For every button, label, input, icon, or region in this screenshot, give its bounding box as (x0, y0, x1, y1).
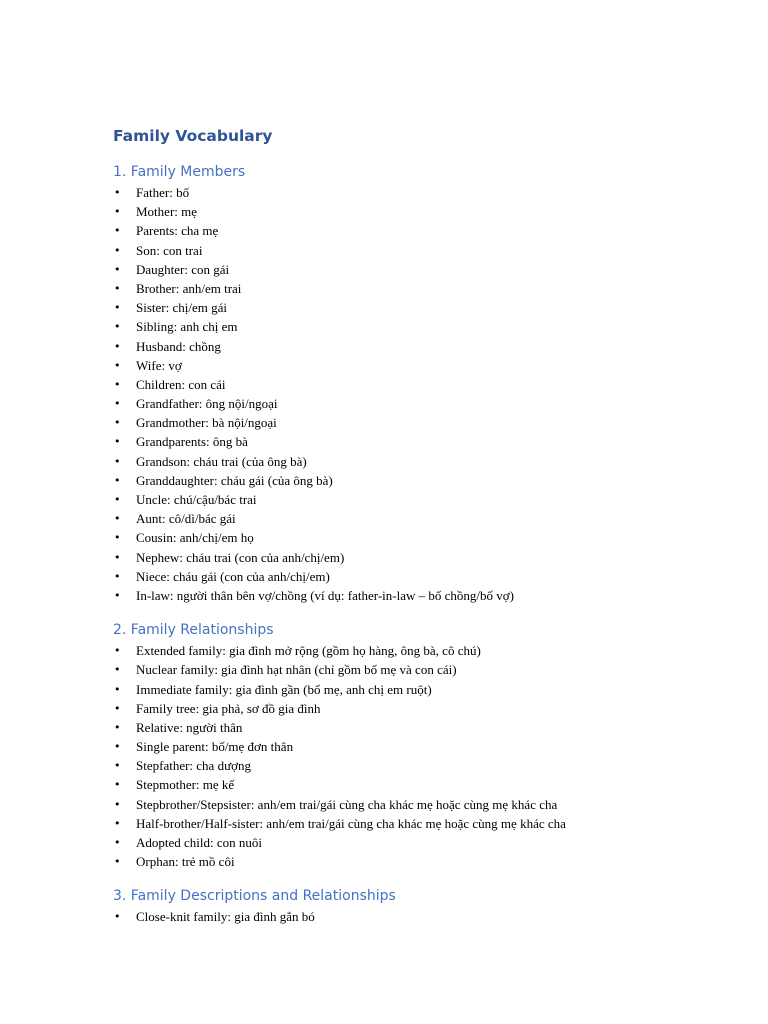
list-item (113, 260, 733, 279)
list-item (113, 795, 733, 814)
list-item (113, 279, 733, 298)
bullet-icon: • (114, 205, 121, 219)
list-item-text: Extended family: gia đình mở rộng (gồm họ hàng, ông bà, cô chú) (136, 643, 481, 659)
list-item-text: Sibling: anh chị em (136, 319, 238, 335)
list-item (113, 567, 733, 586)
list-item-text: Family tree: gia phả, sơ đồ gia đình (136, 700, 321, 716)
bullet-icon: • (114, 301, 121, 315)
bullet-icon: • (114, 186, 121, 199)
list-item (113, 375, 733, 394)
list-item-text: Nephew: cháu trai (con của anh/chị/em) (136, 549, 345, 565)
bullet-icon: • (114, 740, 121, 754)
list-item-text: Grandson: cháu trai (của ông bà) (136, 453, 307, 469)
list-item (113, 317, 733, 336)
bullet-icon: • (114, 281, 121, 295)
bullet-icon: • (114, 377, 121, 391)
list-item-text: Stepbrother/Stepsister: anh/em trai/gái cùng cha khác mẹ hoặc cùng mẹ khác cha (136, 796, 558, 812)
bullet-icon: • (114, 816, 121, 830)
bullet-icon: • (114, 588, 121, 602)
list-item (113, 814, 733, 833)
list-item (113, 413, 733, 432)
bullet-icon: • (114, 569, 121, 583)
bullet-icon: • (114, 778, 121, 792)
list-item (113, 660, 733, 679)
list-item-text: Husband: chồng (136, 338, 221, 354)
list-item-text: Single parent: bố/mẹ đơn thân (136, 739, 294, 755)
list-item (113, 548, 733, 567)
bullet-icon: • (114, 531, 121, 545)
bullet-icon: • (114, 797, 121, 811)
list-item-text: Children: con cái (136, 376, 226, 392)
list-item-text: Grandparents: ông bà (136, 434, 248, 450)
list-item (113, 241, 733, 260)
bullet-icon: • (114, 701, 121, 715)
list-item (113, 490, 733, 509)
list-item (113, 183, 733, 202)
bullet-icon: • (114, 435, 121, 449)
list-item-text: Uncle: chú/cậu/bác trai (136, 492, 257, 507)
bullet-icon: • (114, 339, 121, 353)
list-item-text: Relative: người thân (136, 719, 243, 735)
list-item-text: Grandfather: ông nội/ngoại (136, 396, 278, 412)
list-item-text: Immediate family: gia đình gần (bố mẹ, anh chị em ruột) (136, 681, 432, 697)
list-item-text: Adopted child: con nuôi (136, 835, 263, 850)
bullet-icon: • (114, 910, 121, 924)
list-item (113, 586, 733, 605)
list-item-text: Father: bố (136, 185, 190, 200)
list-item (113, 680, 733, 699)
bullet-icon: • (114, 416, 121, 430)
list-item-text: Daughter: con gái (136, 261, 230, 277)
list-item-text: Parents: cha mẹ (136, 223, 219, 239)
document-content (113, 125, 733, 927)
family-relationships-list (113, 641, 733, 871)
list-item (113, 641, 733, 660)
list-item-text: Aunt: cô/dì/bác gái (136, 511, 236, 527)
document-title: Family Vocabulary (113, 127, 273, 145)
list-item (113, 756, 733, 775)
list-item (113, 775, 733, 794)
list-item-text: Mother: mẹ (136, 204, 198, 220)
list-item (113, 432, 733, 451)
family-descriptions-list (113, 907, 733, 926)
bullet-icon: • (114, 644, 121, 658)
bullet-icon: • (114, 855, 121, 869)
list-item (113, 852, 733, 871)
list-item (113, 528, 733, 547)
bullet-icon: • (114, 759, 121, 773)
list-item (113, 509, 733, 528)
bullet-icon: • (114, 512, 121, 526)
section-heading-family-members: 1. Family Members (113, 164, 246, 180)
list-item (113, 337, 733, 356)
list-item (113, 356, 733, 375)
list-item (113, 699, 733, 718)
list-item-text: Son: con trai (136, 242, 203, 258)
bullet-icon: • (114, 836, 121, 849)
list-item (113, 718, 733, 737)
list-item-text: Stepmother: mẹ kế (136, 777, 235, 793)
list-item-text: Wife: vợ (136, 357, 182, 373)
list-item-text: Half-brother/Half-sister: anh/em trai/gái cùng cha khác mẹ hoặc cùng mẹ khác cha (136, 815, 566, 831)
bullet-icon: • (114, 720, 121, 734)
bullet-icon: • (114, 262, 121, 276)
list-item (113, 833, 733, 852)
list-item-text: Sister: chị/em gái (136, 300, 227, 316)
bullet-icon: • (114, 454, 121, 468)
list-item (113, 737, 733, 756)
list-item (113, 907, 733, 926)
list-item-text: Stepfather: cha dượng (136, 758, 251, 774)
bullet-icon: • (114, 320, 121, 334)
list-item-text: Orphan: trẻ mồ côi (136, 854, 235, 870)
list-item-text: Nuclear family: gia đình hạt nhân (chỉ gồm bố mẹ và con cái) (136, 662, 457, 678)
bullet-icon: • (114, 493, 121, 506)
list-item (113, 471, 733, 490)
list-item (113, 298, 733, 317)
bullet-icon: • (114, 243, 121, 257)
list-item-text: Niece: cháu gái (con của anh/chị/em) (136, 568, 330, 584)
list-item-text: Granddaughter: cháu gái (của ông bà) (136, 472, 333, 488)
bullet-icon: • (114, 224, 121, 238)
list-item (113, 452, 733, 471)
bullet-icon: • (114, 550, 121, 564)
section-heading-family-descriptions: 3. Family Descriptions and Relationships (113, 888, 396, 905)
list-item-text: Brother: anh/em trai (136, 280, 242, 296)
bullet-icon: • (114, 682, 121, 696)
list-item (113, 221, 733, 240)
bullet-icon: • (114, 473, 121, 487)
bullet-icon: • (114, 358, 121, 372)
list-item-text: Cousin: anh/chị/em họ (136, 530, 254, 546)
list-item-text: Grandmother: bà nội/ngoại (136, 415, 277, 431)
list-item (113, 202, 733, 221)
section-heading-family-relationships: 2. Family Relationships (113, 622, 274, 639)
bullet-icon: • (114, 663, 121, 677)
list-item (113, 394, 733, 413)
bullet-icon: • (114, 397, 121, 411)
family-members-list (113, 183, 733, 605)
list-item-text: In-law: người thân bên vợ/chồng (ví dụ: father-in-law – bố chồng/bố vợ) (136, 587, 514, 603)
list-item-text: Close-knit family: gia đình gắn bó (136, 909, 315, 925)
